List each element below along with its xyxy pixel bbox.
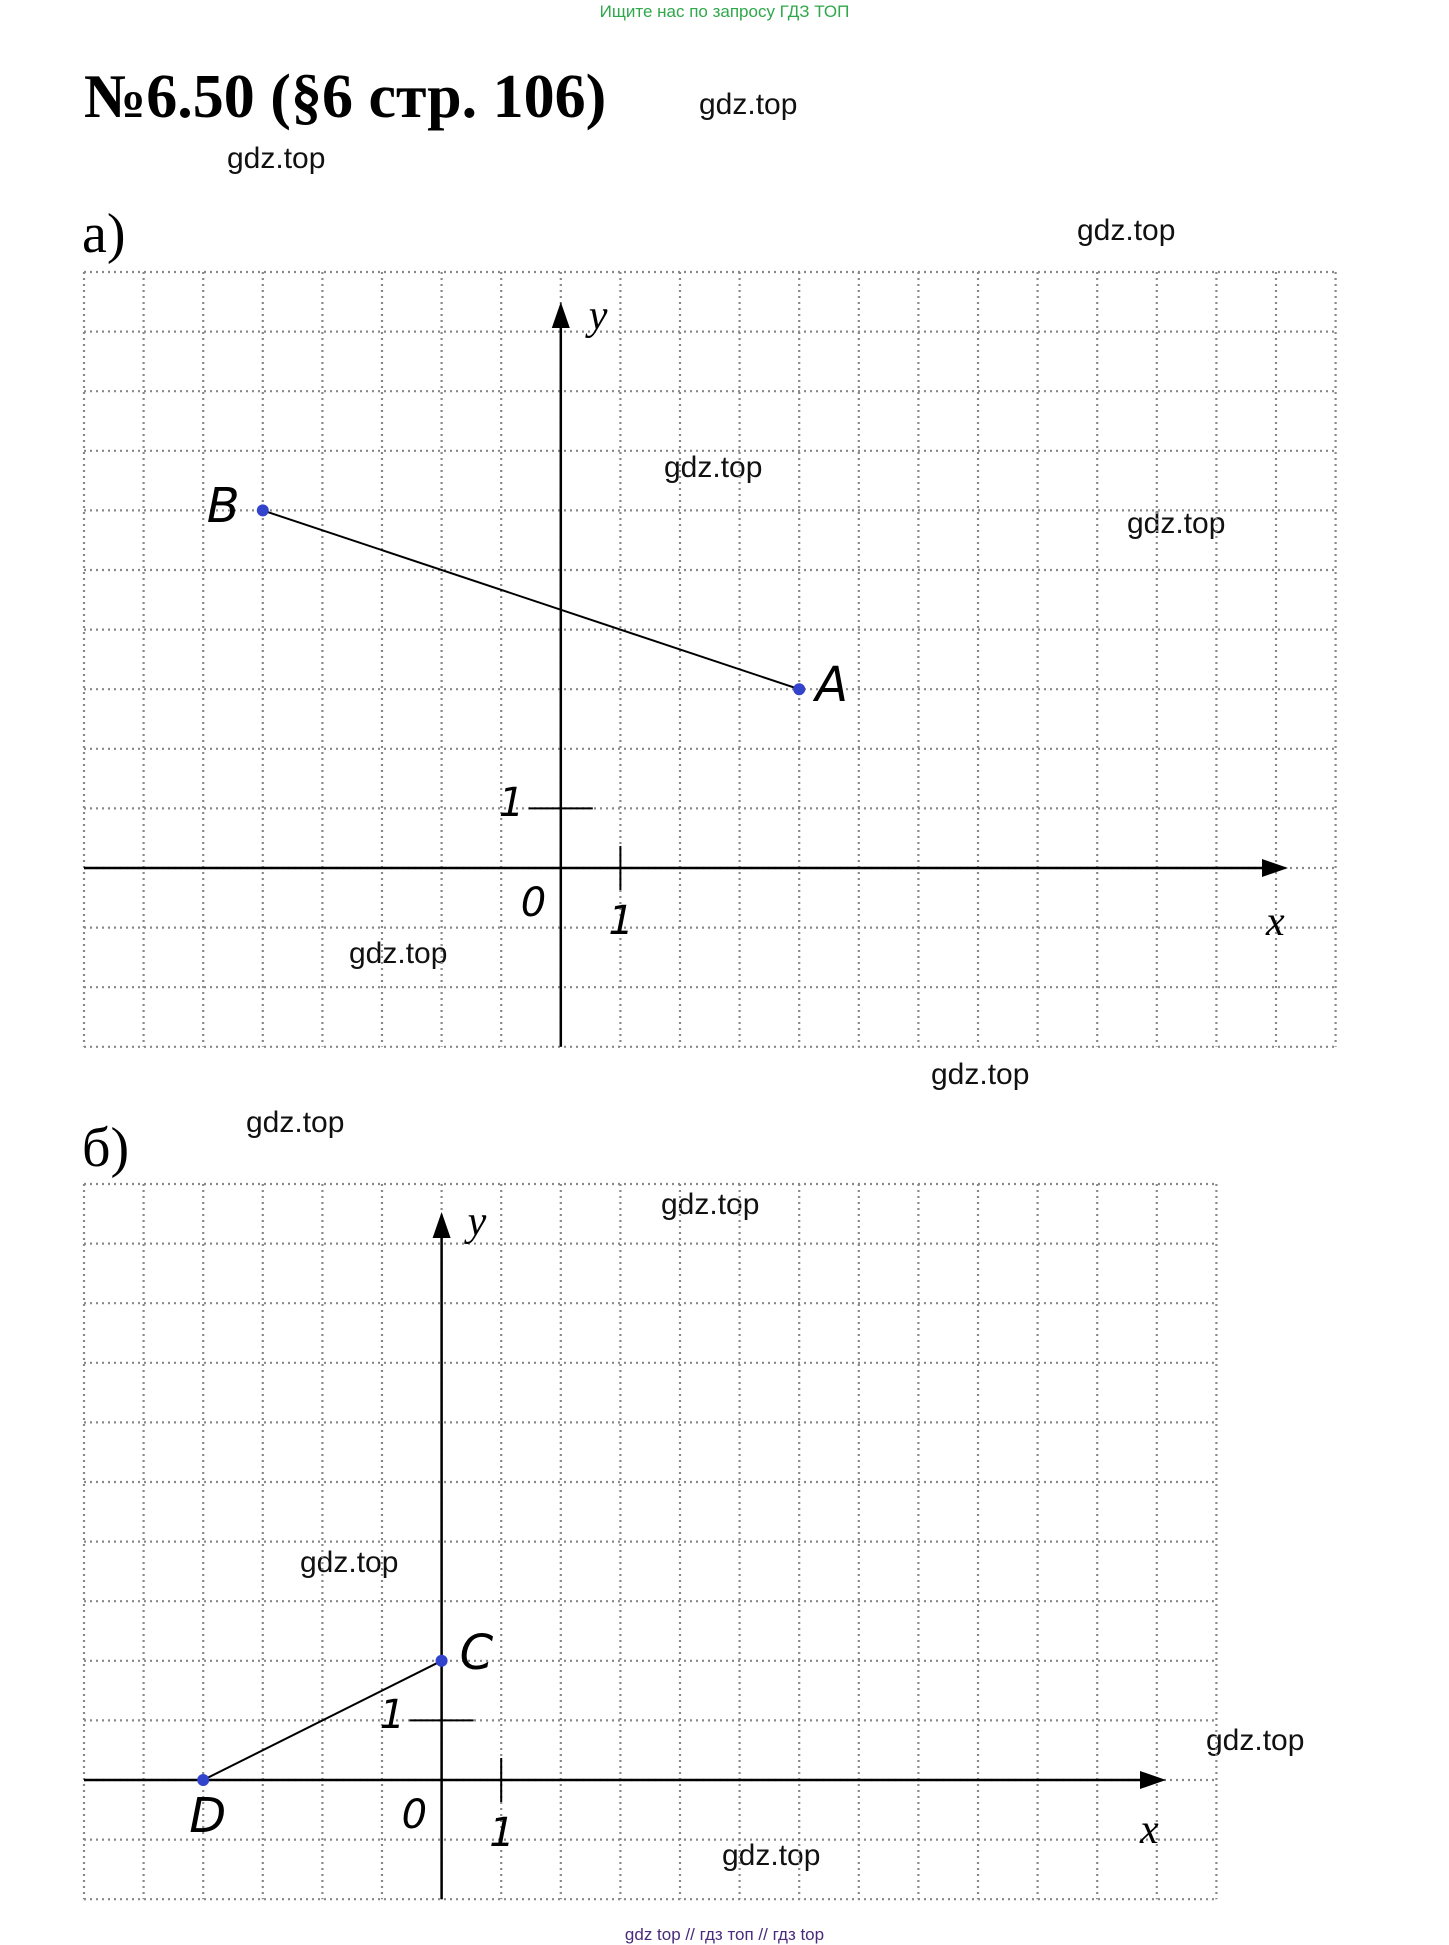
y-unit-label: 1 xyxy=(498,780,525,827)
x-axis-label: x xyxy=(1140,1807,1159,1853)
point-label-a: A xyxy=(815,657,849,714)
y-unit-label: 1 xyxy=(379,1692,406,1739)
watermark: gdz.top xyxy=(661,1188,760,1221)
x-unit-label: 1 xyxy=(608,898,634,944)
y-axis-label: y xyxy=(467,1199,487,1245)
origin-label: 0 xyxy=(401,1792,428,1838)
watermark: gdz.top xyxy=(664,451,763,484)
watermark: gdz.top xyxy=(227,142,326,175)
point-c xyxy=(436,1655,448,1667)
segment-dc xyxy=(203,1661,441,1780)
part-b-label: б) xyxy=(82,1117,130,1179)
point-label-d: D xyxy=(189,1788,227,1844)
x-axis-arrow xyxy=(1140,1771,1166,1789)
point-label-b: B xyxy=(206,478,240,535)
watermark: gdz.top xyxy=(349,937,448,970)
footer-links[interactable]: gdz top // гдз топ // гдз top xyxy=(624,1925,825,1944)
watermark: gdz.top xyxy=(699,88,798,121)
y-axis-arrow xyxy=(433,1212,451,1238)
watermark: gdz.top xyxy=(1127,507,1226,540)
point-d xyxy=(197,1774,209,1786)
watermark: gdz.top xyxy=(931,1058,1030,1091)
part-a-label: а) xyxy=(82,203,126,265)
origin-label: 0 xyxy=(520,880,547,926)
watermark: gdz.top xyxy=(1077,214,1176,247)
page-title: №6.50 (§6 стр. 106) xyxy=(84,63,607,131)
x-unit-label: 1 xyxy=(489,1810,515,1856)
watermark: gdz.top xyxy=(300,1546,399,1579)
watermark: gdz.top xyxy=(1206,1724,1305,1757)
watermark: gdz.top xyxy=(246,1106,345,1139)
point-label-c: C xyxy=(459,1624,494,1681)
top-banner[interactable]: Ищите нас по запросу ГДЗ ТОП xyxy=(599,2,850,21)
y-axis-label: y xyxy=(588,293,608,339)
x-axis-label: x xyxy=(1266,899,1285,945)
watermark: gdz.top xyxy=(722,1839,821,1872)
